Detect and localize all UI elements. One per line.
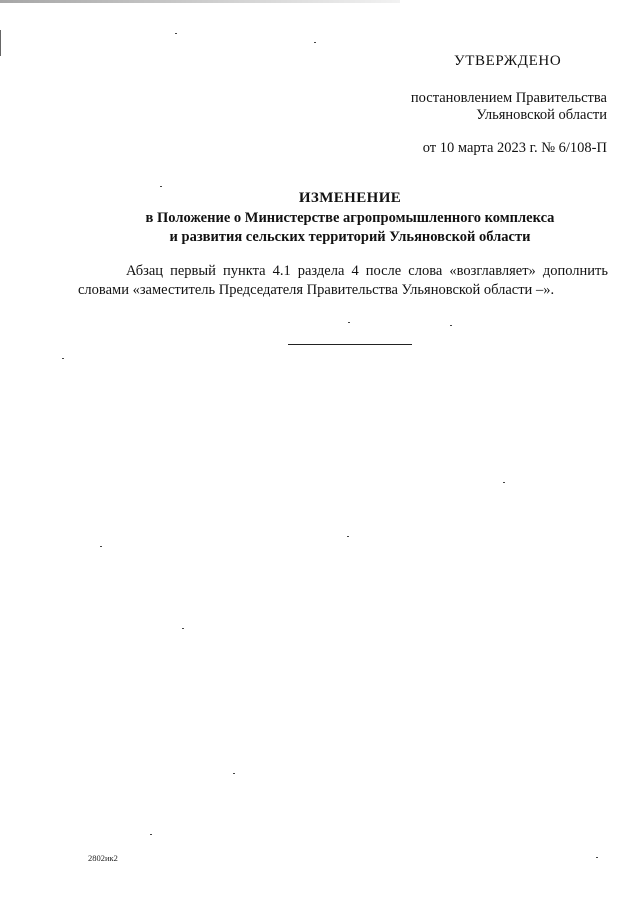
- approval-authority: [347, 90, 607, 124]
- scan-speck: [348, 322, 350, 323]
- scan-speck: [182, 628, 184, 629]
- scan-left-mark: [0, 30, 1, 56]
- scan-speck: [314, 42, 316, 43]
- scan-speck: [347, 536, 349, 537]
- document-subtitle: [100, 209, 600, 247]
- amendment-paragraph: Абзац первый пункта 4.1 раздела 4 после слова «возглавляет» дополнить словами «заместитель Председателя Правительства Ульяновской области –».: [78, 263, 608, 298]
- approved-label: УТВЕРЖДЕНО: [454, 53, 562, 69]
- end-divider: [288, 344, 412, 345]
- scan-speck: [233, 773, 235, 774]
- document-subtitle-line1: в Положение о Министерстве агропромышленного комплекса: [145, 210, 555, 226]
- scan-speck: [175, 33, 177, 34]
- scan-speck: [62, 358, 64, 359]
- scan-speck: [100, 546, 102, 547]
- footer-document-code: 2802ик2: [88, 853, 118, 863]
- scan-speck: [596, 857, 598, 858]
- scan-speck: [450, 325, 452, 326]
- scan-edge-shadow: [0, 0, 400, 3]
- scan-speck: [160, 186, 162, 187]
- scan-speck: [150, 834, 152, 835]
- approval-date: от 10 марта 2023 г. № 6/108-П: [422, 140, 607, 156]
- approval-authority-line1: постановлением Правительства: [410, 90, 607, 106]
- approval-authority-line2: Ульяновской области: [476, 107, 607, 123]
- scan-speck: [503, 482, 505, 483]
- document-title: ИЗМЕНЕНИЕ: [298, 190, 402, 206]
- document-subtitle-line2: и развития сельских территорий Ульяновской области: [169, 229, 531, 245]
